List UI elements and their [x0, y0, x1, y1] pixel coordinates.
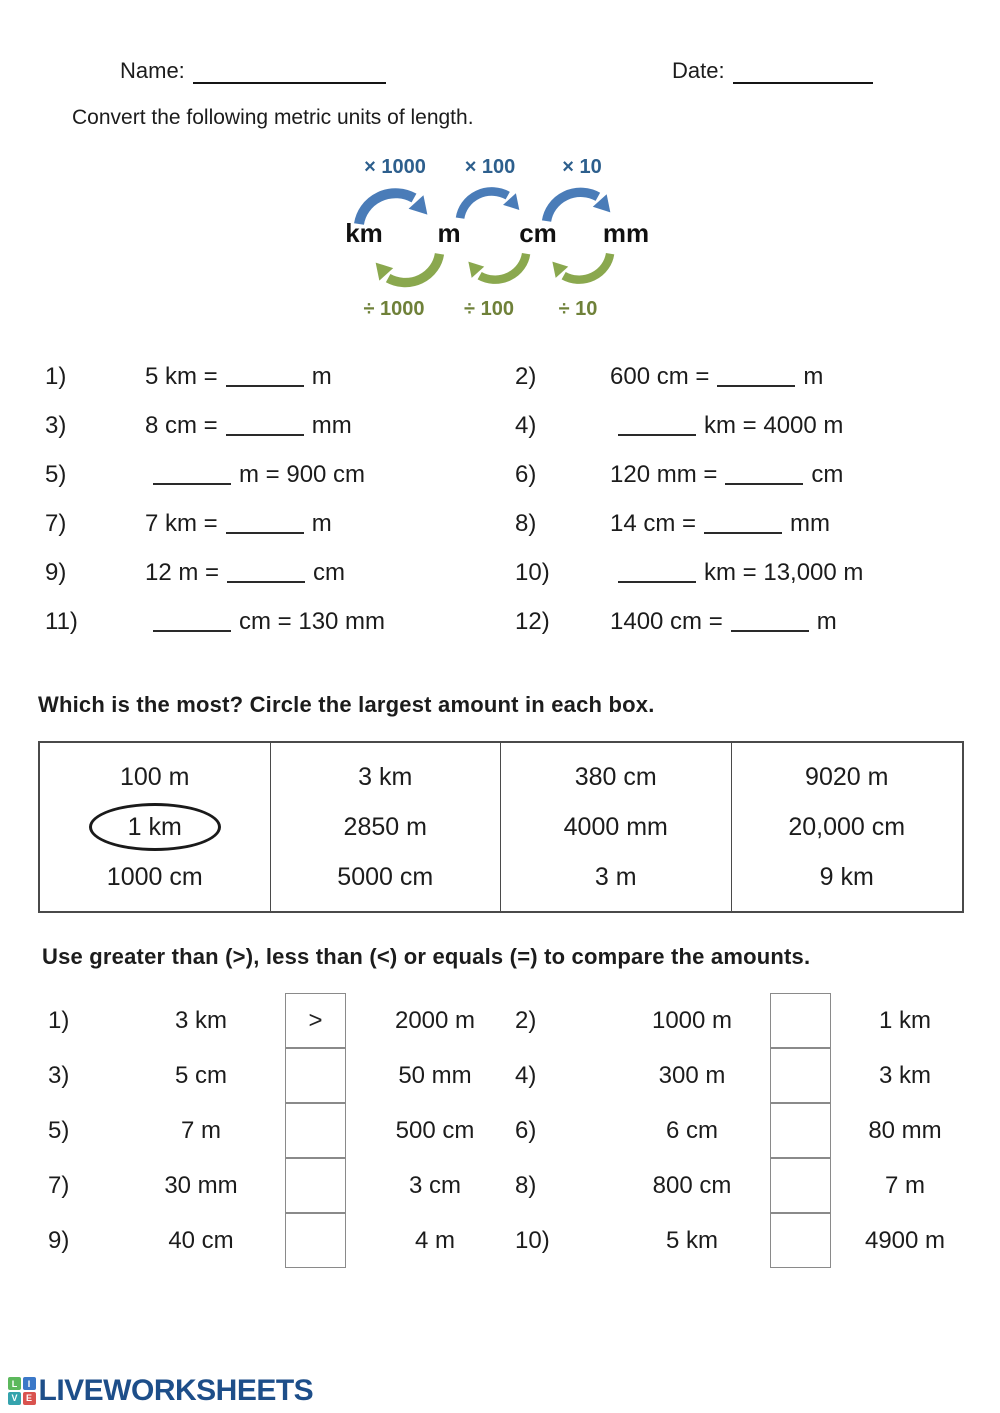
unit-mm: mm: [602, 218, 650, 248]
logo-square: L: [8, 1377, 21, 1390]
instructions-convert: Convert the following metric units of length.: [72, 106, 474, 129]
answer-blank[interactable]: [226, 363, 304, 387]
amount-box: [271, 743, 502, 911]
instructions-compare: Use greater than (>), less than (<) or equals (=) to compare the amounts.: [42, 944, 811, 969]
comparison-row: [38, 1048, 962, 1103]
problem-number: 3): [45, 412, 67, 439]
divide-label: ÷ 100: [464, 298, 514, 320]
amount-right: 50 mm: [398, 1062, 472, 1089]
problem-row: [0, 450, 1000, 499]
multiply-arrow-icon: [540, 180, 624, 223]
problem-number: 11): [45, 608, 78, 635]
amount-option[interactable]: 9020 m: [805, 763, 889, 791]
answer-blank[interactable]: [725, 461, 803, 485]
answer-blank[interactable]: [226, 412, 304, 436]
problem-number: 2): [515, 1007, 537, 1034]
amount-left: 1000 m: [651, 1007, 733, 1034]
amount-right: 80 mm: [868, 1117, 942, 1144]
comparison-answer-box[interactable]: [770, 1103, 831, 1158]
problem-number: 9): [45, 559, 67, 586]
problem-number: 1): [48, 1007, 70, 1034]
problem-text: [610, 352, 823, 401]
amount-left: 300 m: [658, 1062, 726, 1089]
problem-text: [145, 597, 385, 646]
amount-option[interactable]: 4000 mm: [563, 813, 668, 841]
amount-left: 800 cm: [652, 1172, 732, 1199]
amount-option[interactable]: 100 m: [120, 763, 190, 791]
name-field-group: [120, 58, 386, 84]
problem-text: [145, 548, 345, 597]
amount-right: 3 cm: [408, 1172, 461, 1199]
amount-left: 5 cm: [174, 1062, 227, 1089]
name-input-line[interactable]: [193, 61, 386, 84]
amount-option[interactable]: 2850 m: [343, 813, 427, 841]
amount-right: 500 cm: [395, 1117, 475, 1144]
problem-before: 1400 cm =: [610, 608, 723, 635]
divide-arrow-icon: [540, 252, 616, 291]
comparison-answer-box[interactable]: [770, 1158, 831, 1213]
largest-amount-table: [38, 741, 964, 913]
amount-left: 7 m: [180, 1117, 221, 1144]
conversion-problem-list: [0, 352, 1000, 646]
comparison-row: [38, 1158, 962, 1213]
amount-box: [40, 743, 271, 911]
problem-before: 5 km =: [145, 363, 218, 390]
unit-cm: cm: [519, 218, 557, 248]
logo-square: V: [8, 1392, 21, 1405]
problem-number: 5): [48, 1117, 70, 1144]
problem-after: cm = 130 mm: [239, 608, 386, 635]
problem-text: [145, 352, 332, 401]
answer-blank[interactable]: [226, 510, 304, 534]
comparison-problem-list: [38, 993, 962, 1268]
problem-before: 8 cm =: [145, 412, 218, 439]
comparison-answer-box[interactable]: [285, 1048, 346, 1103]
problem-text: [610, 401, 843, 450]
multiply-label: × 1000: [364, 156, 426, 178]
problem-number: 5): [45, 461, 67, 488]
unit-m: m: [437, 218, 461, 248]
comparison-answer-box[interactable]: [285, 1158, 346, 1213]
unit-km: km: [345, 218, 383, 248]
unit-conversion-diagram: [338, 156, 668, 328]
liveworksheets-logo-icon: [8, 1377, 36, 1405]
answer-blank[interactable]: [153, 461, 231, 485]
divide-label: ÷ 1000: [363, 298, 425, 320]
multiply-label: × 100: [464, 156, 516, 178]
answer-blank[interactable]: [618, 412, 696, 436]
comparison-answer-box[interactable]: [285, 1213, 346, 1268]
problem-after: km = 4000 m: [704, 412, 844, 439]
amount-option[interactable]: 3 km: [358, 763, 413, 791]
comparison-answer-box[interactable]: [770, 993, 831, 1048]
multiply-label: × 10: [562, 156, 602, 178]
date-label: Date:: [672, 58, 725, 83]
problem-text: [610, 597, 837, 646]
problem-text: [145, 450, 365, 499]
problem-row: [0, 401, 1000, 450]
amount-right: 4 m: [414, 1227, 455, 1254]
problem-number: 12): [515, 608, 550, 635]
logo-wordmark: LIVEWORKSHEETS: [38, 1374, 314, 1407]
problem-row: [0, 352, 1000, 401]
comparison-row: [38, 1213, 962, 1268]
problem-text: [610, 450, 843, 499]
divide-label: ÷ 10: [558, 298, 598, 320]
comparison-row: [38, 1103, 962, 1158]
answer-blank[interactable]: [153, 608, 231, 632]
date-input-line[interactable]: [733, 61, 873, 84]
liveworksheets-logo: [8, 1374, 313, 1408]
answer-blank[interactable]: [704, 510, 782, 534]
problem-after: mm: [311, 412, 352, 439]
date-field-group: [672, 58, 873, 84]
problem-after: mm: [790, 510, 831, 537]
problem-before: 7 km =: [145, 510, 218, 537]
problem-text: [610, 548, 863, 597]
amount-option[interactable]: 5000 cm: [337, 863, 434, 891]
problem-after: m = 900 cm: [239, 461, 366, 488]
amount-left: 6 cm: [665, 1117, 718, 1144]
problem-before: 120 mm =: [610, 461, 718, 488]
problem-before: 600 cm =: [610, 363, 710, 390]
amount-right: 4900 m: [864, 1227, 946, 1254]
divide-arrow-icon: [362, 252, 446, 295]
amount-option: [40, 802, 270, 852]
divide-arrow-icon: [456, 252, 532, 291]
amount-option[interactable]: 3 m: [594, 863, 637, 891]
amount-left: 30 mm: [164, 1172, 238, 1199]
problem-number: 3): [48, 1062, 70, 1089]
problem-number: 7): [45, 510, 67, 537]
problem-after: m: [803, 363, 824, 390]
problem-after: km = 13,000 m: [704, 559, 864, 586]
comparison-answer-box[interactable]: [770, 1213, 831, 1268]
name-label: Name:: [120, 58, 185, 83]
problem-number: 4): [515, 412, 537, 439]
answer-blank[interactable]: [717, 363, 795, 387]
amount-right: 2000 m: [394, 1007, 476, 1034]
problem-before: 12 m =: [145, 559, 220, 586]
logo-square: I: [23, 1377, 36, 1390]
instructions-circle-largest: Which is the most? Circle the largest amount in each box.: [38, 692, 655, 717]
problem-number: 6): [515, 1117, 537, 1144]
problem-number: 10): [515, 559, 550, 586]
amount-left: 5 km: [665, 1227, 718, 1254]
amount-right: 3 km: [878, 1062, 931, 1089]
problem-text: [610, 499, 830, 548]
problem-row: [0, 548, 1000, 597]
answer-blank[interactable]: [227, 559, 305, 583]
answer-blank[interactable]: [731, 608, 809, 632]
amount-option[interactable]: 9 km: [819, 863, 874, 891]
problem-number: 10): [515, 1227, 550, 1254]
problem-number: 8): [515, 510, 537, 537]
problem-after: m: [311, 363, 332, 390]
comparison-answer-box[interactable]: >: [285, 993, 346, 1048]
amount-right: 7 m: [884, 1172, 925, 1199]
comparison-row: [38, 993, 962, 1048]
problem-after: cm: [313, 559, 346, 586]
amount-left: 3 km: [174, 1007, 227, 1034]
problem-number: 1): [45, 363, 67, 390]
problem-number: 4): [515, 1062, 537, 1089]
multiply-arrow-icon: [454, 180, 532, 220]
amount-right: 1 km: [878, 1007, 931, 1034]
amount-box: [501, 743, 732, 911]
problem-after: m: [311, 510, 332, 537]
amount-option[interactable]: 380 cm: [574, 763, 657, 791]
problem-text: [145, 401, 352, 450]
amount-box: [732, 743, 963, 911]
amount-option[interactable]: 1000 cm: [106, 863, 203, 891]
problem-number: 9): [48, 1227, 70, 1254]
problem-row: [0, 597, 1000, 646]
comparison-answer-box[interactable]: [770, 1048, 831, 1103]
problem-number: 2): [515, 363, 537, 390]
problem-number: 7): [48, 1172, 70, 1199]
problem-after: cm: [811, 461, 844, 488]
problem-number: 8): [515, 1172, 537, 1199]
problem-number: 6): [515, 461, 537, 488]
amount-option[interactable]: 20,000 cm: [788, 813, 906, 841]
problem-text: [145, 499, 332, 548]
amount-left: 40 cm: [168, 1227, 234, 1254]
logo-square: E: [23, 1392, 36, 1405]
comparison-answer-box[interactable]: [285, 1103, 346, 1158]
answer-blank[interactable]: [618, 559, 696, 583]
problem-after: m: [816, 608, 837, 635]
problem-row: [0, 499, 1000, 548]
circled-answer[interactable]: 1 km: [89, 803, 221, 851]
problem-before: 14 cm =: [610, 510, 697, 537]
